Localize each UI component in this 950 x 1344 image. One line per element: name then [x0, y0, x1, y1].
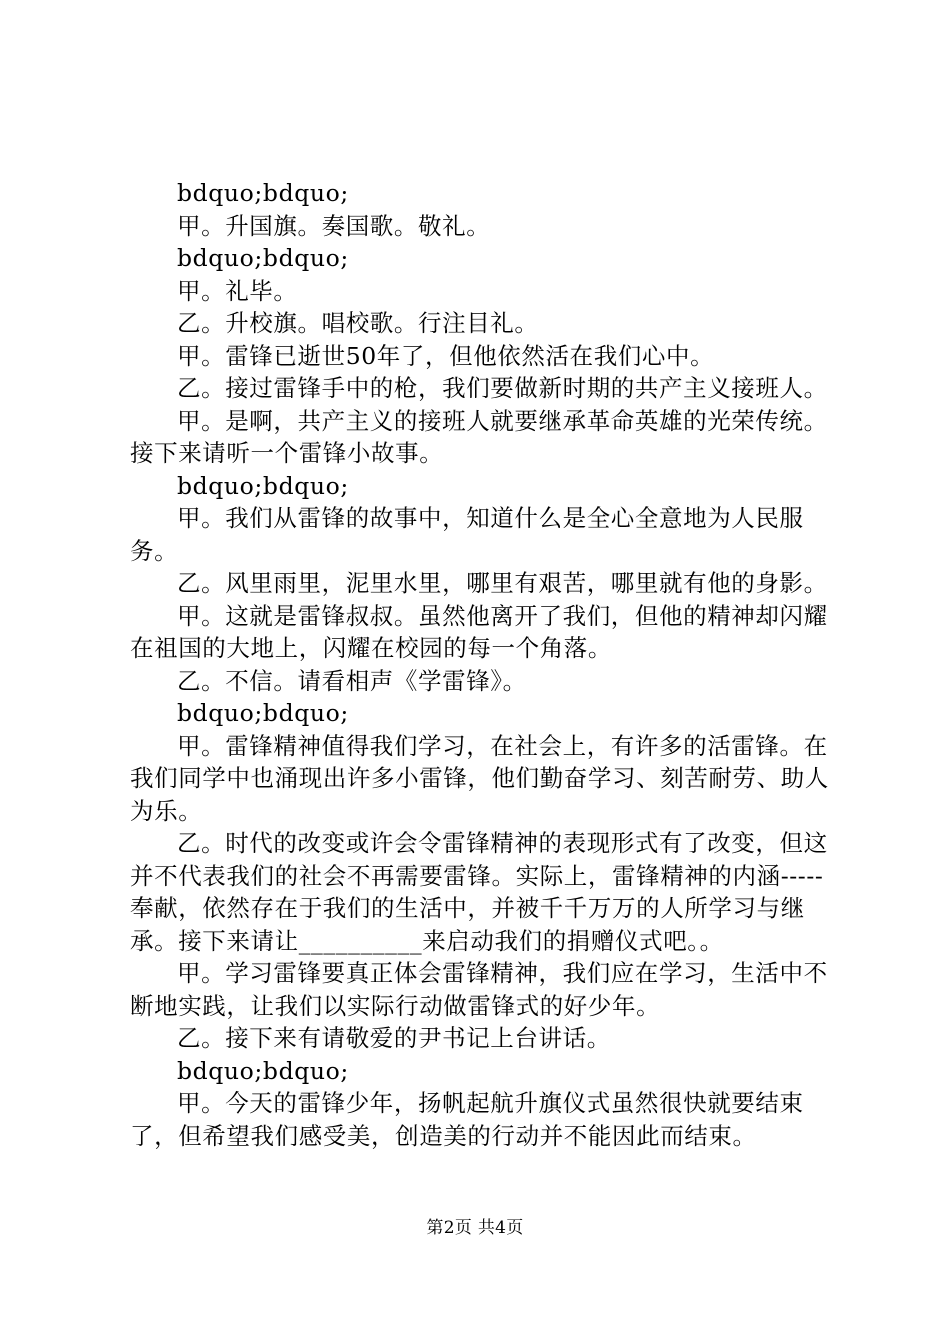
paragraph: bdquo;bdquo; — [177, 244, 349, 272]
paragraph: bdquo;bdquo; — [177, 1056, 349, 1085]
paragraph: 乙。时代的改变或许会令雷锋精神的表现形式有了改变，但这并不代表我们的社会不再需要雷锋。实际上，雷锋精神的内涵-----奉献，依然存在于我们的生活中，并被千千万万的人所学习与继承。接下来请让__________来启动我们的捐赠仪式吧。。 — [130, 829, 828, 955]
paragraph: bdquo;bdquo; — [177, 179, 349, 207]
page-number-footer: 第2页 共4页 — [426, 1218, 524, 1238]
paragraph: 乙。接过雷锋手中的枪，我们要做新时期的共产主义接班人。 — [177, 374, 828, 402]
paragraph: 乙。升校旗。唱校歌。行注目礼。 — [177, 309, 539, 337]
paragraph: 乙。风里雨里，泥里水里，哪里有艰苦，哪里就有他的身影。 — [177, 569, 828, 597]
paragraph: bdquo;bdquo; — [177, 471, 349, 500]
paragraph: 甲。雷锋精神值得我们学习，在社会上，有许多的活雷锋。在我们同学中也涌现出许多小雷锋，他们勤奋学习、刻苦耐劳、助人为乐。 — [130, 731, 829, 825]
paragraph: 乙。接下来有请敬爱的尹书记上台讲话。 — [177, 1024, 611, 1052]
paragraph: bdquo;bdquo; — [177, 699, 349, 727]
paragraph: 甲。雷锋已逝世50年了，但他依然活在我们心中。 — [177, 341, 715, 370]
paragraph: 甲。这就是雷锋叔叔。虽然他离开了我们，但他的精神却闪耀在祖国的大地上，闪耀在校园的每一个角落。 — [130, 601, 828, 662]
paragraph: 乙。不信。请看相声《学雷锋》。 — [177, 666, 527, 695]
paragraph: 甲。学习雷锋要真正体会雷锋精神，我们应在学习，生活中不断地实践，让我们以实际行动做雷锋式的好少年。 — [130, 959, 828, 1020]
paragraph: 甲。我们从雷锋的故事中，知道什么是全心全意地为人民服务。 — [130, 504, 804, 565]
paragraph: 甲。礼毕。 — [177, 276, 298, 305]
paragraph: 甲。今天的雷锋少年，扬帆起航升旗仪式虽然很快就要结束了，但希望我们感受美，创造美的行动并不能因此而结束。 — [130, 1089, 804, 1150]
document-body — [130, 177, 835, 1152]
paragraph: 甲。是啊，共产主义的接班人就要继承革命英雄的光荣传统。接下来请听一个雷锋小故事。 — [130, 406, 828, 467]
paragraph: 甲。升国旗。奏国歌。敬礼。 — [177, 211, 491, 240]
